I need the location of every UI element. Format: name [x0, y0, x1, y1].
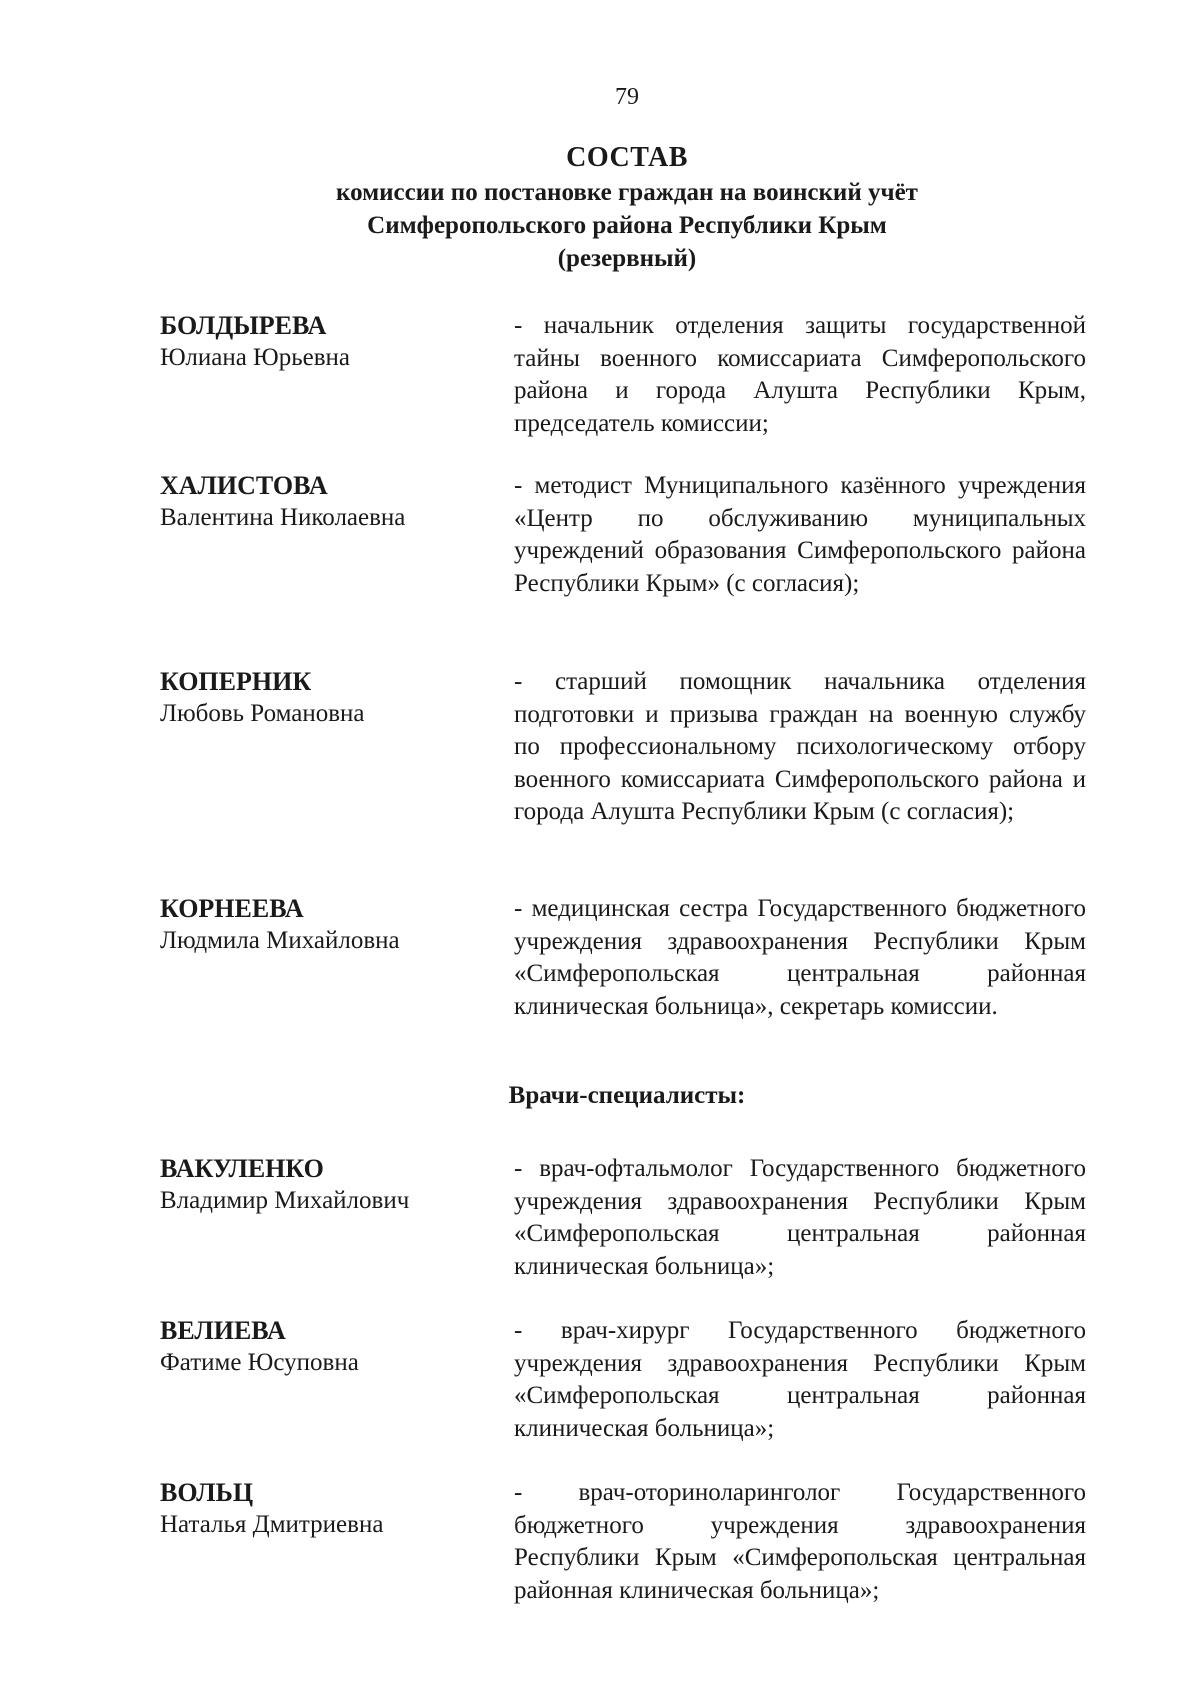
member-name — [160, 893, 490, 957]
member-given-names: Людмила Михайловна — [160, 927, 400, 954]
member-name — [160, 470, 490, 534]
member-name — [160, 1315, 490, 1379]
member-role: - старший помощник начальника отделения подготовки и призыва граждан на военную службу по профессиональному психологическому отбору военного комиссариата Симферопольского района и города Алушта Республики Крым (с согласия); — [514, 668, 1086, 825]
member-surname: БОЛДЫРЕВА — [160, 311, 327, 340]
document-title — [27, 140, 1200, 275]
member-surname: КОРНЕЕВА — [160, 894, 304, 923]
member-role: - врач-оториноларинголог Государственного бюджетного учреждения здравоохранения Республики Крым «Симферопольская центральная районная клиническая больница»; — [514, 1479, 1086, 1604]
member-name — [160, 1477, 490, 1541]
page-number: 79 — [615, 84, 639, 110]
member-role: - начальник отделения защиты государственной тайны военного комиссариата Симферопольского района и города Алушта Республики Крым, председатель комиссии; — [514, 312, 1086, 437]
member-role: - врач-хирург Государственного бюджетного учреждения здравоохранения Республики Крым «Симферопольская центральная районная клиническая больница»; — [514, 1317, 1086, 1442]
member-surname: ВЕЛИЕВА — [160, 1316, 286, 1345]
member-role: - методист Муниципального казённого учреждения «Центр по обслуживанию муниципальных учреждений образования Симферопольского района Республики Крым» (с согласия); — [514, 472, 1086, 597]
member-given-names: Владимир Михайлович — [160, 1187, 410, 1214]
member-surname: КОПЕРНИК — [160, 667, 312, 696]
member-role: - медицинская сестра Государственного бюджетного учреждения здравоохранения Республики Крым «Симферопольская центральная районная клиническая больница», секретарь комиссии. — [514, 895, 1086, 1020]
title-line-2: Симферопольского района Республики Крым — [367, 212, 887, 239]
member-given-names: Юлиана Юрьевна — [160, 344, 351, 371]
title-main: СОСТАВ — [566, 142, 688, 173]
section-heading-specialists: Врачи-специалисты: — [508, 1082, 746, 1109]
member-surname: ВОЛЬЦ — [160, 1478, 254, 1507]
member-role: - врач-офтальмолог Государственного бюджетного учреждения здравоохранения Республики Крым «Симферопольская центральная районная клиническая больница»; — [514, 1155, 1086, 1280]
title-line-3: (резервный) — [557, 245, 697, 272]
member-given-names: Фатиме Юсуповна — [160, 1349, 359, 1376]
member-given-names: Наталья Дмитриевна — [160, 1511, 384, 1538]
member-given-names: Валентина Николаевна — [160, 504, 406, 531]
member-name — [160, 1153, 490, 1217]
member-name — [160, 310, 490, 374]
member-surname: ХАЛИСТОВА — [160, 471, 328, 500]
member-given-names: Любовь Романовна — [160, 700, 365, 727]
member-name — [160, 666, 490, 730]
title-line-1: комиссии по постановке граждан на воинский учёт — [336, 179, 918, 206]
member-surname: ВАКУЛЕНКО — [160, 1154, 324, 1183]
